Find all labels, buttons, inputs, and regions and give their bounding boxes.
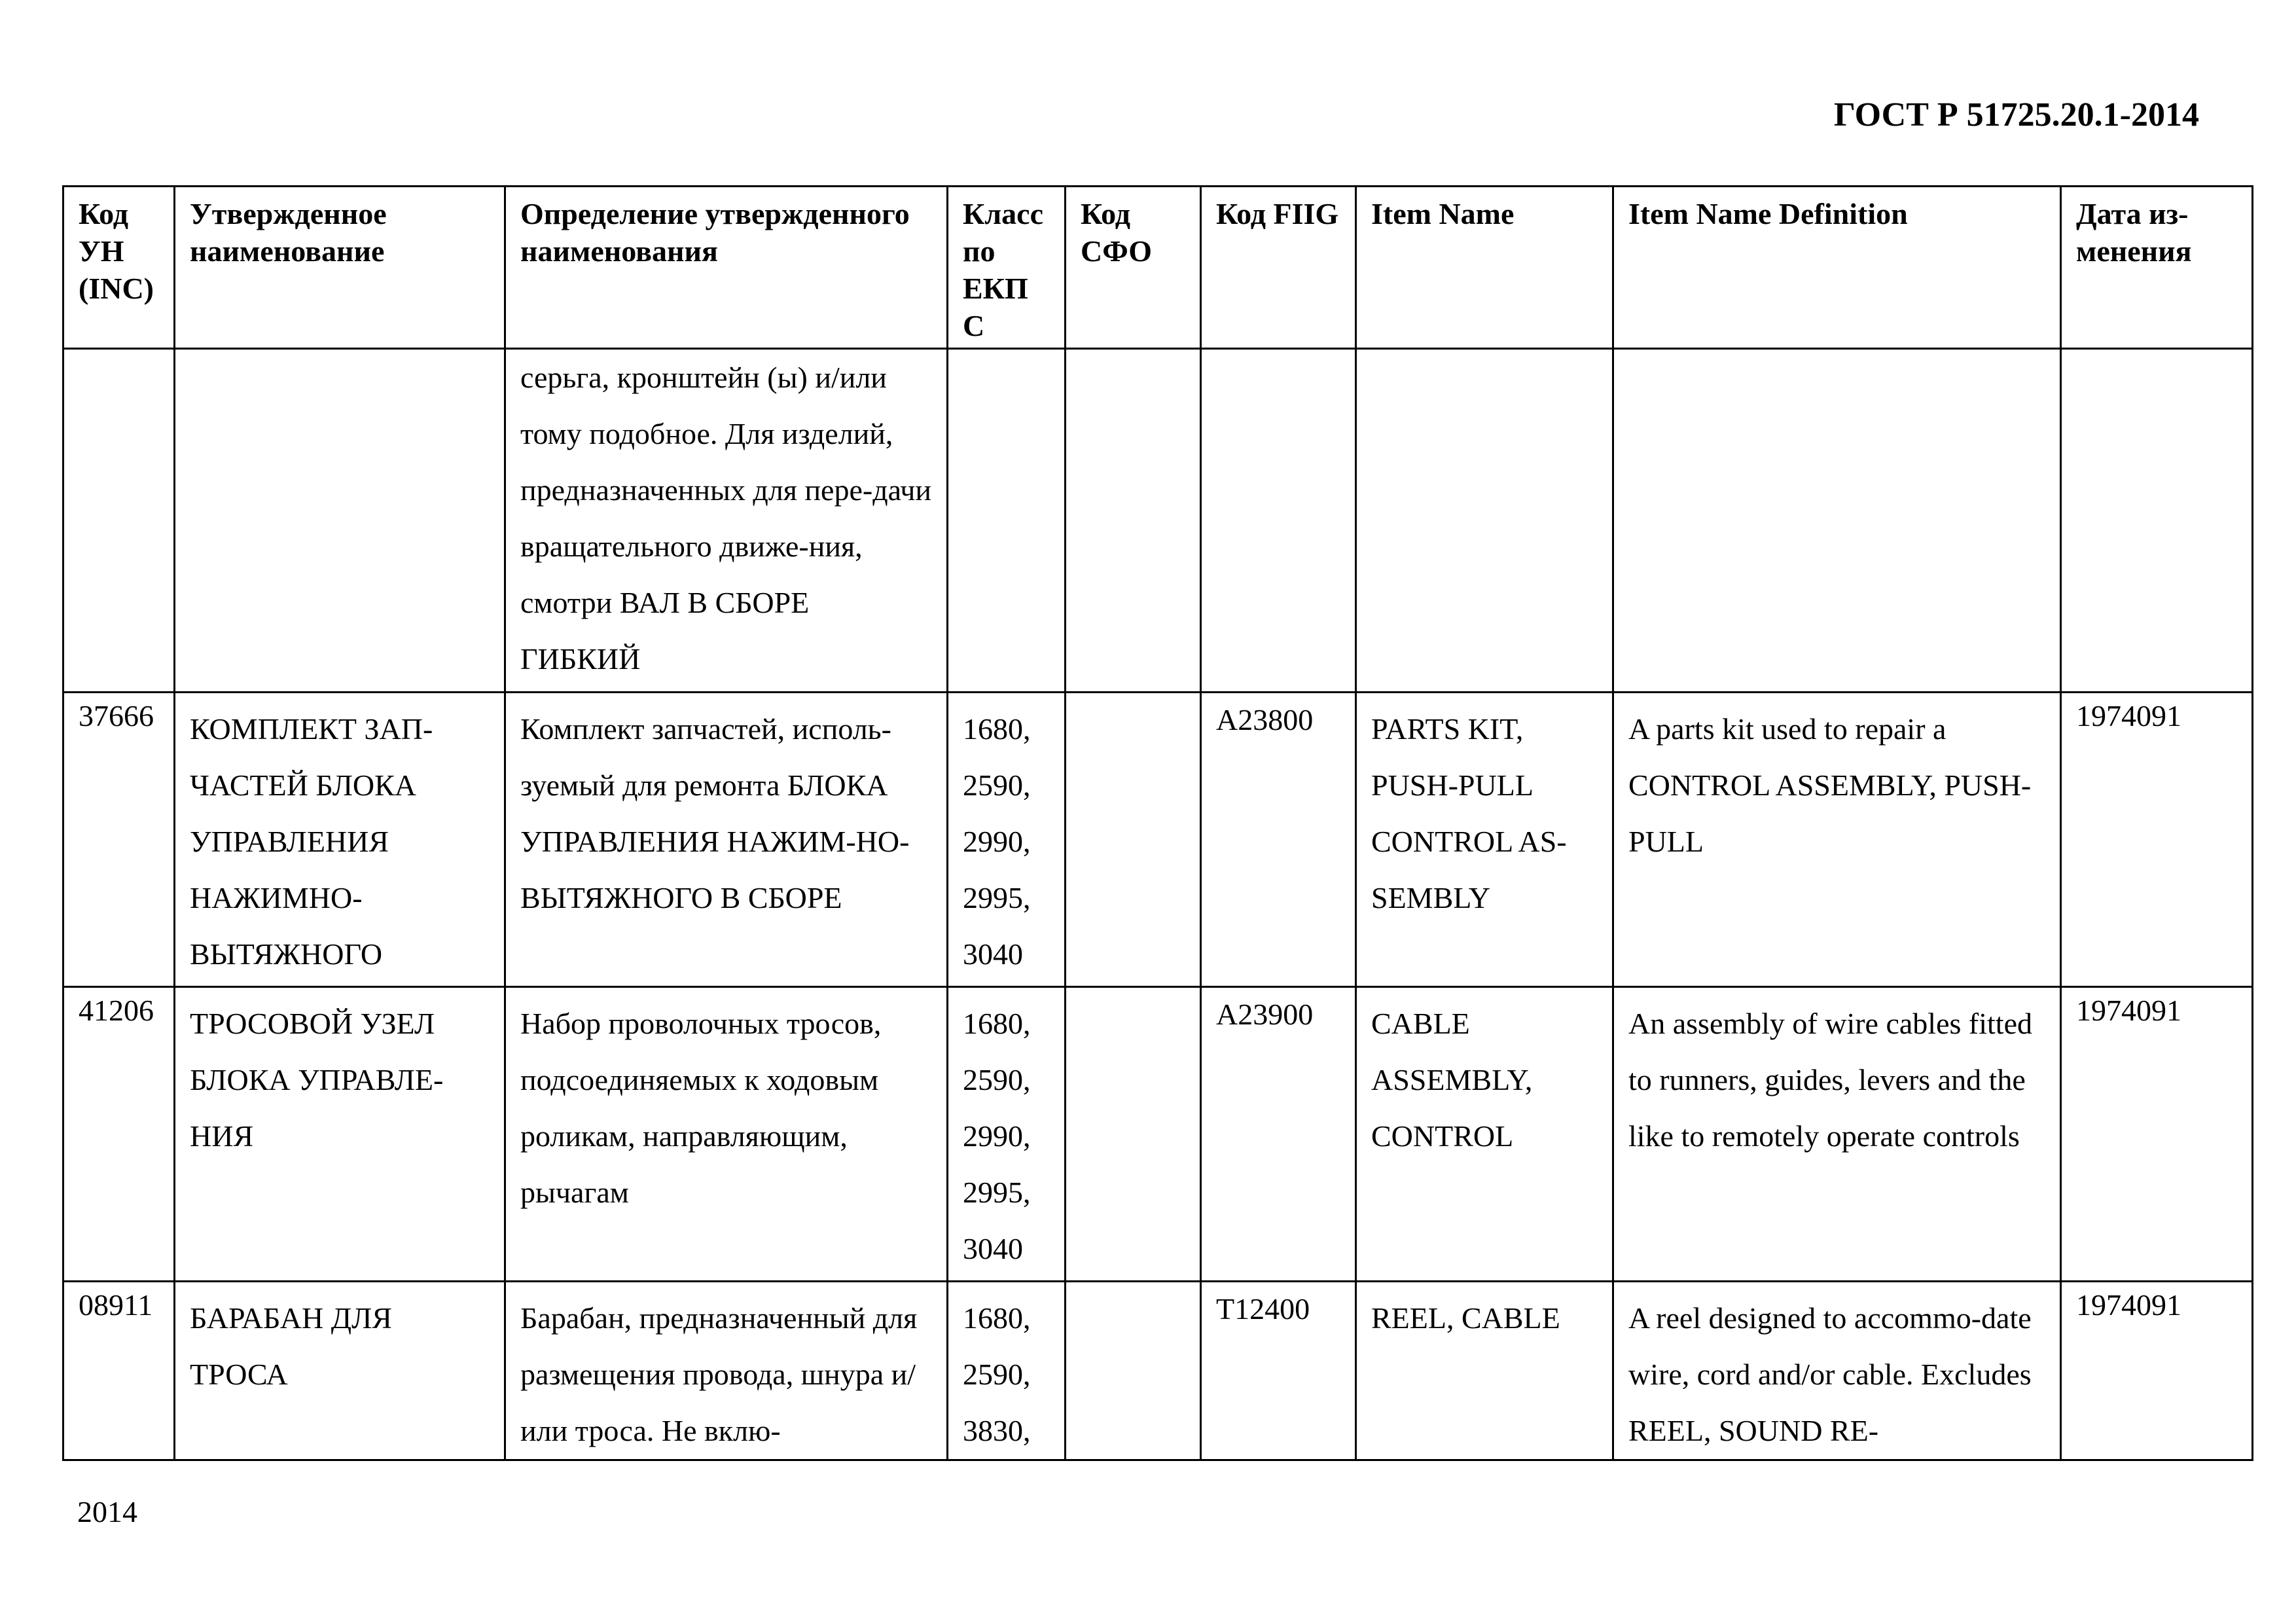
cell-classes: 1680, 2590, 3830,: [948, 1282, 1066, 1460]
cell-classes: [948, 349, 1066, 693]
cell-name-ru: КОМПЛЕКТ ЗАП-ЧАСТЕЙ БЛОКА УПРАВЛЕНИЯ НАЖИМНО-ВЫТЯЖНОГО: [175, 693, 505, 987]
cell-definition-ru: Набор проволочных тросов, подсоединяемых к ходовым роликам, направляющим, рычагам: [505, 987, 948, 1282]
cell-name-ru: ТРОСОВОЙ УЗЕЛ БЛОКА УПРАВЛЕ-НИЯ: [175, 987, 505, 1282]
column-header-change-date: Дата из-менения: [2061, 187, 2253, 349]
column-header-definition: Определение утвержденного наименования: [505, 187, 948, 349]
cell-fiig: T12400: [1201, 1282, 1356, 1460]
column-header-approved-name: Утвержденное наименование: [175, 187, 505, 349]
cell-item-name: PARTS KIT, PUSH-PULL CONTROL AS-SEMBLY: [1356, 693, 1613, 987]
table-header-row: [63, 187, 2253, 349]
cell-definition-ru: Барабан, предназначенный для размещения провода, шнура и/или троса. Не вклю-: [505, 1282, 948, 1460]
cell-name-ru: БАРАБАН ДЛЯ ТРОСА: [175, 1282, 505, 1460]
document-title: ГОСТ Р 51725.20.1-2014: [1833, 96, 2199, 134]
cell-date: 1974091: [2061, 1282, 2253, 1460]
cell-definition-ru: Комплект запчастей, исполь-зуемый для ремонта БЛОКА УПРАВЛЕНИЯ НАЖИМ-НО-ВЫТЯЖНОГО В СБОРЕ: [505, 693, 948, 987]
cell-inc: 37666: [63, 693, 175, 987]
cell-item-name: [1356, 349, 1613, 693]
cell-date: [2061, 349, 2253, 693]
cell-item-definition: [1613, 349, 2061, 693]
cell-item-definition: A reel designed to accommo-date wire, cord and/or cable. Excludes REEL, SOUND RE-: [1613, 1282, 2061, 1460]
cell-fiig: [1201, 349, 1356, 693]
table-row: [63, 693, 2253, 987]
cell-fiig: A23900: [1201, 987, 1356, 1282]
cell-sfo: [1066, 1282, 1201, 1460]
column-header-class: Класс по ЕКП С: [948, 187, 1066, 349]
column-header-sfo: Код СФО: [1066, 187, 1201, 349]
cell-sfo: [1066, 693, 1201, 987]
cell-name-ru: [175, 349, 505, 693]
cell-item-definition: A parts kit used to repair a CONTROL ASSEMBLY, PUSH-PULL: [1613, 693, 2061, 987]
column-header-fiig: Код FIIG: [1201, 187, 1356, 349]
column-header-inc: Код УН (INC): [63, 187, 175, 349]
cell-fiig: A23800: [1201, 693, 1356, 987]
cell-inc: [63, 349, 175, 693]
table-row: [63, 987, 2253, 1282]
cell-classes: 1680, 2590, 2990, 2995, 3040: [948, 987, 1066, 1282]
column-header-item-name: Item Name: [1356, 187, 1613, 349]
cell-sfo: [1066, 987, 1201, 1282]
item-names-table: [62, 185, 2253, 1461]
table-row: [63, 1282, 2253, 1460]
cell-date: 1974091: [2061, 987, 2253, 1282]
cell-sfo: [1066, 349, 1201, 693]
cell-item-name: REEL, CABLE: [1356, 1282, 1613, 1460]
cell-inc: 08911: [63, 1282, 175, 1460]
cell-inc: 41206: [63, 987, 175, 1282]
cell-item-name: CABLE ASSEMBLY, CONTROL: [1356, 987, 1613, 1282]
column-header-item-definition: Item Name Definition: [1613, 187, 2061, 349]
table-row: [63, 349, 2253, 693]
cell-classes: 1680, 2590, 2990, 2995, 3040: [948, 693, 1066, 987]
cell-item-definition: An assembly of wire cables fitted to runners, guides, levers and the like to remotely operate controls: [1613, 987, 2061, 1282]
cell-date: 1974091: [2061, 693, 2253, 987]
cell-definition-ru: серьга, кронштейн (ы) и/или тому подобное. Для изделий, предназначенных для пере-дачи вращательного движе-ния, смотри ВАЛ В СБОРЕ ГИБКИЙ: [505, 349, 948, 693]
page-number: 2014: [77, 1495, 137, 1528]
